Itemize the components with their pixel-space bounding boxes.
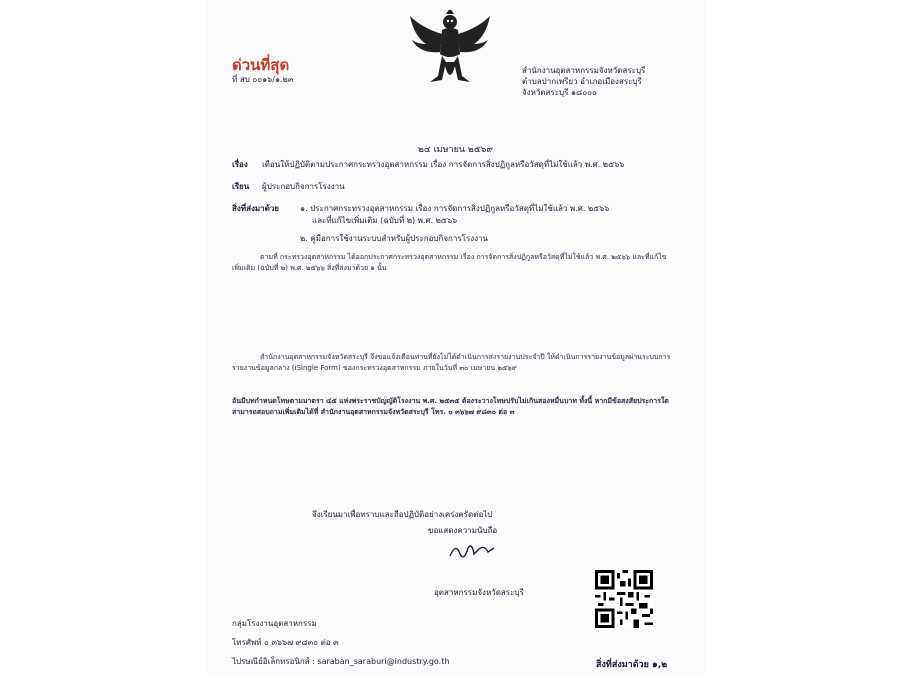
attachment-item-2: ๒. คู่มือการใช้งานระบบสำหรับผู้ประกอบกิจการโรงงาน [300,234,489,243]
to-text: ผู้ประกอบกิจการโรงงาน [262,182,345,191]
signer-position: อุตสาหกรรมจังหวัดสระบุรี [434,588,524,597]
regards-line: ขอแสดงความนับถือ [428,526,498,535]
document-number: ที่ สบ ๐๐๑๖/๑.๒๓ [232,75,294,84]
attachment-item-1b: และที่แก้ไขเพิ่มเติม (ฉบับที่ ๒) พ.ศ. ๒๕๖๖ [312,216,458,225]
to-label: เรียน [232,182,250,191]
qr-code-icon [595,570,653,628]
sender-line-2: ตำบลปากเพรียว อำเภอเมืองสระบุรี [522,77,642,86]
subject-text: เตือนให้ปฏิบัติตามประกาศกระทรวงอุตสาหกรรม เรื่อง การจัดการสิ่งปฏิกูลหรือวัสดุที่ไม่ใช้แล้ว พ.ศ. ๒๕๖๖ [262,160,625,169]
closing-line: จึงเรียนมาเพื่อทราบและถือปฏิบัติอย่างเคร่งครัดต่อไป [312,510,493,519]
footer-phone: โทรศัพท์ ๐ ๓๖๖๗ ๙๘๓๐ ต่อ ๓ [232,638,339,647]
document-date: ๒๔ เมษายน ๒๕๖๙ [418,145,493,155]
footer-group: กลุ่มโรงงานอุตสาหกรรม [232,619,317,628]
body-paragraph-3: อันมีบทกำหนดโทษตามมาตรา ๔๕ แห่งพระราชบัญญัติโรงงาน พ.ศ. ๒๕๓๕ ต้องระวางโทษปรับไม่เกินสองหมื่นบาท ทั้งนี้ หากมีข้อสงสัยประการใดสามารถสอบถามเพิ่มเติมได้ที่ สำนักงานอุตสาหกรรมจังหวัดสระบุรี โทร. ๐ ๓๖๖๗ ๙๘๓๐ ต่อ ๓ [232,397,669,417]
sender-address [522,65,645,98]
attachment-label: สิ่งที่ส่งมาด้วย [232,204,279,213]
garuda-emblem-icon [408,10,492,92]
sender-line-1: สำนักงานอุตสาหกรรมจังหวัดสระบุรี [522,66,646,75]
signature-icon [448,540,496,562]
attachment-item-1: ๑. ประกาศกระทรวงอุตสาหกรรม เรื่อง การจัดการสิ่งปฏิกูลหรือวัสดุที่ไม่ใช้แล้ว พ.ศ. ๒๕๖๖ [300,204,610,213]
body-paragraph-1: ตามที่ กระทรวงอุตสาหกรรม ได้ออกประกาศกระทรวงอุตสาหกรรม เรื่อง การจัดการสิ่งปฏิกูลหรือวัสดุที่ไม่ใช้แล้ว พ.ศ. ๒๕๖๖ และที่แก้ไขเพิ่มเติม (ฉบับที่ ๒) พ.ศ. ๒๕๖๖ สิ่งที่ส่งมาด้วย ๑ นั้น [232,253,667,273]
attachment-reference: สิ่งที่ส่งมาด้วย ๑,๒ [596,660,668,670]
footer-email: ไปรษณีย์อิเล็กทรอนิกส์ : saraban_saraburi@industry.go.th [232,657,450,666]
body-paragraph-2: สำนักงานอุตสาหกรรมจังหวัดสระบุรี จึงขอแจ้งเตือนท่านที่ยังไม่ได้ดำเนินการส่งรายงานประจำปี ให้ดำเนินการรายงานข้อมูลผ่านระบบการรายงานข้อมูลกลาง (iSingle Form) ของกระทรวงอุตสาหกรรม ภายในวันที่ ๓๐ เมษายน ๒๕๖๙ [232,353,671,373]
urgent-stamp: ด่วนที่สุด [232,56,290,74]
sender-line-3: จังหวัดสระบุรี ๑๘๐๐๐ [522,88,597,97]
subject-label: เรื่อง [232,160,248,169]
